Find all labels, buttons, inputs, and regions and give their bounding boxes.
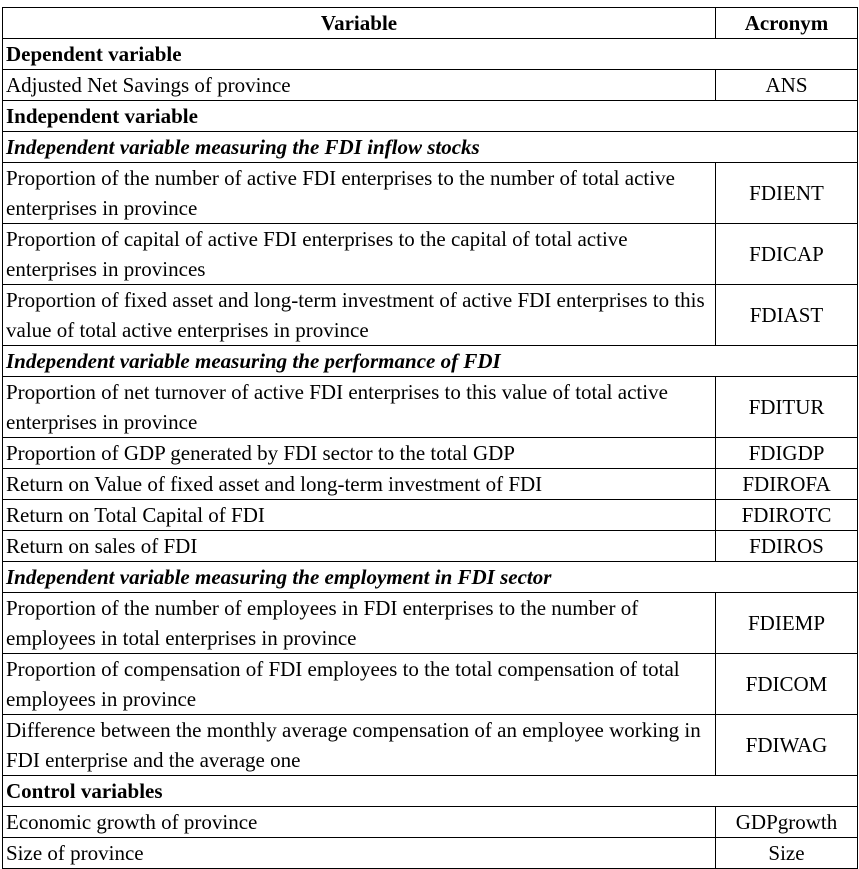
- table-row: [3, 163, 858, 224]
- acronym-cell: FDIROS: [716, 531, 858, 562]
- section-row: [3, 39, 858, 70]
- table-row: [3, 715, 858, 776]
- acronym-cell: FDIAST: [716, 285, 858, 346]
- table-row: [3, 70, 858, 101]
- variable-cell: Proportion of compensation of FDI employees to the total compensation of total employees in province: [3, 654, 716, 715]
- variables-table: [2, 7, 858, 869]
- acronym-cell: ANS: [716, 70, 858, 101]
- table-row: [3, 807, 858, 838]
- header-acronym: Acronym: [716, 8, 858, 39]
- variable-cell: Return on sales of FDI: [3, 531, 716, 562]
- header-variable: Variable: [3, 8, 716, 39]
- section-independent: Independent variable: [3, 101, 858, 132]
- header-row: [3, 8, 858, 39]
- variable-cell: Return on Value of fixed asset and long-term investment of FDI: [3, 469, 716, 500]
- table-row: [3, 224, 858, 285]
- variable-cell: Difference between the monthly average compensation of an employee working in FDI enterprise and the average one: [3, 715, 716, 776]
- acronym-cell: FDIWAG: [716, 715, 858, 776]
- table-row: [3, 285, 858, 346]
- variable-cell: Size of province: [3, 838, 716, 869]
- acronym-cell: Size: [716, 838, 858, 869]
- variable-cell: Adjusted Net Savings of province: [3, 70, 716, 101]
- subsection-row: [3, 346, 858, 377]
- table-row: [3, 531, 858, 562]
- variable-cell: Proportion of fixed asset and long-term investment of active FDI enterprises to this value of total active enterprises in province: [3, 285, 716, 346]
- acronym-cell: FDIROFA: [716, 469, 858, 500]
- variable-cell: Economic growth of province: [3, 807, 716, 838]
- acronym-cell: FDIENT: [716, 163, 858, 224]
- acronym-cell: FDIGDP: [716, 438, 858, 469]
- acronym-cell: GDPgrowth: [716, 807, 858, 838]
- subsection-row: [3, 132, 858, 163]
- variable-cell: Proportion of the number of employees in FDI enterprises to the number of employees in total enterprises in province: [3, 593, 716, 654]
- variable-cell: Return on Total Capital of FDI: [3, 500, 716, 531]
- table-row: [3, 469, 858, 500]
- variable-cell: Proportion of net turnover of active FDI enterprises to this value of total active enterprises in province: [3, 377, 716, 438]
- acronym-cell: FDIROTC: [716, 500, 858, 531]
- variable-cell: Proportion of the number of active FDI enterprises to the number of total active enterprises in province: [3, 163, 716, 224]
- table-row: [3, 654, 858, 715]
- subsection-row: [3, 562, 858, 593]
- acronym-cell: FDITUR: [716, 377, 858, 438]
- subsection-inflow: Independent variable measuring the FDI inflow stocks: [3, 132, 858, 163]
- table-row: [3, 377, 858, 438]
- table-row: [3, 593, 858, 654]
- acronym-cell: FDICOM: [716, 654, 858, 715]
- subsection-employment: Independent variable measuring the employment in FDI sector: [3, 562, 858, 593]
- section-row: [3, 776, 858, 807]
- table-row: [3, 438, 858, 469]
- table-row: [3, 500, 858, 531]
- section-control: Control variables: [3, 776, 858, 807]
- variable-cell: Proportion of capital of active FDI enterprises to the capital of total active enterprises in provinces: [3, 224, 716, 285]
- acronym-cell: FDIEMP: [716, 593, 858, 654]
- variable-cell: Proportion of GDP generated by FDI sector to the total GDP: [3, 438, 716, 469]
- subsection-performance: Independent variable measuring the performance of FDI: [3, 346, 858, 377]
- section-row: [3, 101, 858, 132]
- section-dependent: Dependent variable: [3, 39, 858, 70]
- acronym-cell: FDICAP: [716, 224, 858, 285]
